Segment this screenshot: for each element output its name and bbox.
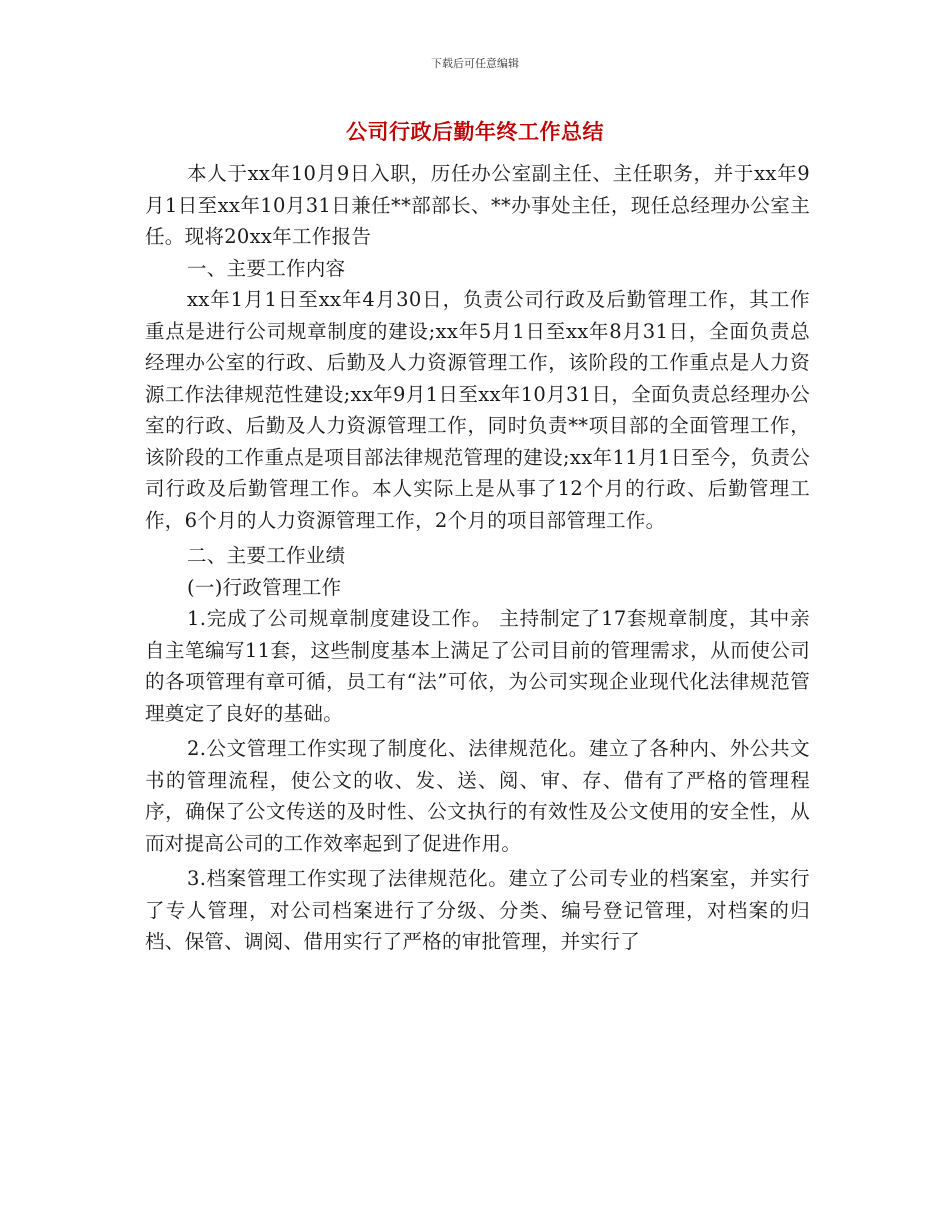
subsection-heading-admin: (一)行政管理工作 xyxy=(187,575,342,599)
document-body xyxy=(145,158,810,958)
section-heading-achievements: 二、主要工作业绩 xyxy=(187,544,346,567)
document-title: 公司行政后勤年终工作总结 xyxy=(346,120,604,144)
paragraph-item-1: 1.完成了公司规章制度建设工作。 主持制定了17套规章制度，其中亲自主笔编写11套，这些制度基本上满足了公司目前的管理需求，从而使公司的各项管理有章可循，员工有“法”可依，为公司实现企业现代化法律规范管理奠定了良好的基础。 xyxy=(145,607,810,725)
paragraph-intro: 本人于xx年10月9日入职，历任办公室副主任、主任职务，并于xx年9月1日至xx年10月31日兼任**部部长、**办事处主任，现任总经理办公室主任。现将20xx年工作报告 xyxy=(145,162,810,248)
section-heading-main-work: 一、主要工作内容 xyxy=(187,256,346,280)
header-note: 下载后可任意编辑 xyxy=(431,57,519,70)
paragraph-work-content: xx年1月1日至xx年4月30日，负责公司行政及后勤管理工作，其工作重点是进行公司规章制度的建设;xx年5月1日至xx年8月31日，全面负责总经理办公室的行政、后勤及人力资源管理工作，该阶段的工作重点是人力资源工作法律规范性建设;xx年9月1日至xx年10月31日，全面负责总经理办公室的行政、后勤及人力资源管理工作，同时负责**项目部的全面管理工作，该阶段的工作重点是项目部法律规范管理的建设;xx年11月1日至今，负责公司行政及后勤管理工作。本人实际上是从事了12个月的行政、后勤管理工作，6个月的人力资源管理工作，2个月的项目部管理工作。 xyxy=(145,288,810,532)
paragraph-item-3: 3.档案管理工作实现了法律规范化。建立了公司专业的档案室，并实行了专人管理，对公司档案进行了分级、分类、编号登记管理，对档案的归档、保管、调阅、借用实行了严格的审批管理，并实行了 xyxy=(145,867,810,953)
paragraph-item-2: 2.公文管理工作实现了制度化、法律规范化。建立了各种内、外公共文书的管理流程，使公文的收、发、送、阅、审、存、借有了严格的管理程序，确保了公文传送的及时性、公文执行的有效性及公文使用的安全性，从而对提高公司的工作效率起到了促进作用。 xyxy=(145,737,810,855)
